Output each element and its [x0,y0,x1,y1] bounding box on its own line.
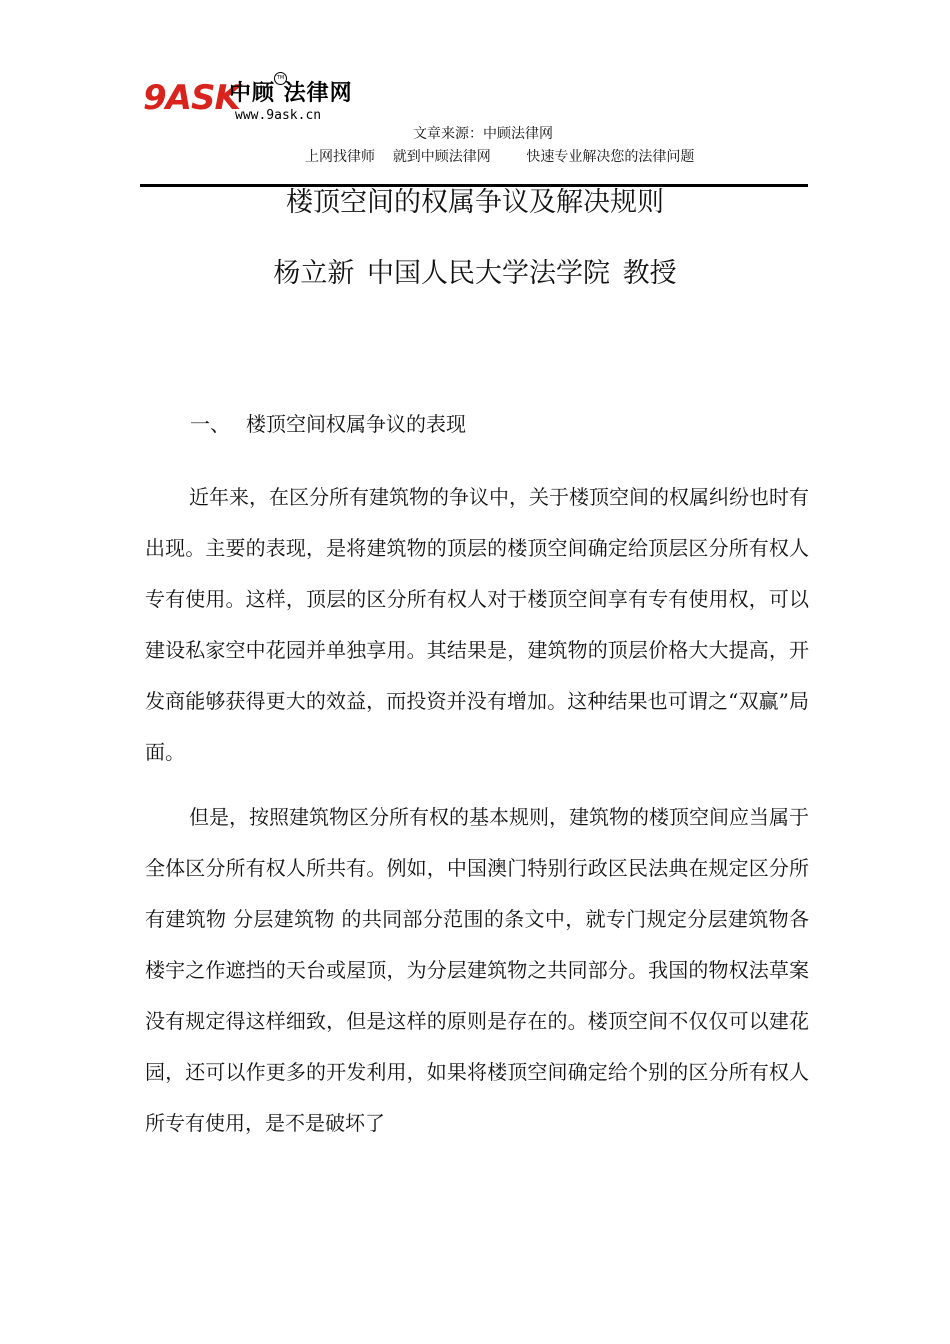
logo-name: 中顾 法律网 [229,81,353,106]
section-heading [190,408,466,440]
logo-mark: 9ASK [143,78,240,118]
section-number: 一、 [190,412,230,436]
site-logo[interactable] [143,72,373,132]
slogan-part-3: 快速专业解决您的法律问题 [526,149,695,165]
site-slogan [305,147,694,167]
article-source: 文章来源：中顾法律网 [413,126,553,142]
trademark-icon: TM [274,72,287,85]
section-title: 楼顶空间权属争议的表现 [246,412,466,436]
slogan-part-1: 上网找律师 [305,149,375,165]
slogan-part-2: 就到中顾法律网 [392,149,491,165]
body-paragraph-1: 近年来，在区分所有建筑物的争议中，关于楼顶空间的权属纠纷也时有出现。主要的表现，是将建筑物的顶层的楼顶空间确定给顶层区分所有权人专有使用。这样，顶层的区分所有权人对于楼顶空间享有专有使用权，可以建设私家空中花园并单独享用。其结果是，建筑物的顶层价格大大提高，开发商能够获得更大的效益，而投资并没有增加。这种结果也可谓之“双赢”局面。 [145,485,809,764]
document-author: 杨立新 中国人民大学法学院 教授 [273,258,677,289]
body-paragraph-2: 但是，按照建筑物区分所有权的基本规则，建筑物的楼顶空间应当属于全体区分所有权人所共有。例如，中国澳门特别行政区民法典在规定区分所有建筑物 分层建筑物 的共同部分范围的条文中，就专门规定分层建筑物各楼宇之作遮挡的天台或屋顶，为分层建筑物之共同部分。我国的物权法草案没有规定得这样细致，但是这样的原则是存在的。楼顶空间不仅仅可以建花园，还可以作更多的开发利用，如果将楼顶空间确定给个别的区分所有权人所专有使用，是不是破坏了 [145,805,809,1135]
document-title: 楼顶空间的权属争议及解决规则 [286,187,664,218]
logo-url: www.9ask.cn [235,108,322,123]
